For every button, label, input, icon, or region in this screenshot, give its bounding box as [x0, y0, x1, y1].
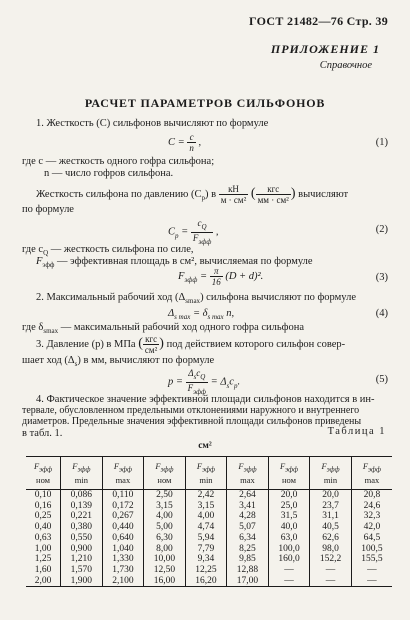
eq5-rest-sub2: p [233, 381, 238, 390]
table-cell: 40,5 [310, 522, 352, 533]
table-cell: 25,0 [268, 501, 310, 512]
table-cell: 23,7 [310, 501, 352, 512]
paragraph-1: 1. Жесткость (C) сильфонов вычисляют по формуле [36, 118, 269, 129]
header-symbol: F [321, 461, 327, 472]
table-header-cell [102, 457, 144, 490]
table-cell: 40,0 [268, 522, 310, 533]
table-cell: 2,64 [227, 490, 269, 501]
header-symbol: F [72, 461, 78, 472]
eq3-denominator: 16 [211, 277, 221, 287]
table-row [26, 511, 392, 522]
eq2-lhs-sub: p [175, 231, 179, 240]
paragraph-5-line-4: в табл. 1. [22, 428, 63, 439]
table-cell: 5,94 [185, 533, 227, 544]
table-cell: 6,34 [227, 533, 269, 544]
table-row [26, 522, 392, 533]
eq3-fraction [210, 266, 223, 287]
table-cell: 0,110 [102, 490, 144, 501]
para4-text-d: ) в мм, вычисляют по формуле [77, 355, 215, 366]
unit-kn-fraction [219, 184, 249, 205]
para2-text-c: вычисляют [298, 188, 349, 200]
header-symbol: F [362, 461, 369, 472]
table-cell: 64,5 [363, 532, 381, 543]
table-cell: 0,550 [61, 533, 103, 544]
table-row [26, 565, 392, 576]
table-cell: 31,1 [310, 511, 352, 522]
table-cell: 20,8 [363, 490, 381, 500]
para3-text: 2. Максимальный рабочий ход (Δ [36, 292, 186, 303]
table-cell: 1,900 [61, 576, 103, 587]
where-2b [36, 256, 313, 269]
para4-sub: s [74, 360, 78, 369]
eq1-numerator: c [187, 132, 196, 143]
table-header-cell [61, 457, 103, 490]
unit-kgs-fraction [256, 184, 291, 205]
table-row [26, 501, 392, 512]
equation-5 [168, 368, 240, 397]
eq1-denominator: n [189, 143, 194, 153]
eq5-rest-sub: s [226, 381, 230, 390]
table-cell: — [268, 565, 310, 576]
header-label: max [240, 474, 255, 485]
equation-1-number: (1) [375, 137, 388, 148]
table-cell: 6,30 [144, 533, 186, 544]
where4-sub: smax [43, 327, 59, 336]
table-row [26, 490, 392, 501]
unit-kn-den: м · см² [220, 195, 247, 205]
header-label: min [74, 474, 88, 485]
paragraph-2-end: по формуле [22, 204, 74, 215]
table-cell: 160,0 [268, 554, 310, 565]
table-cell: 7,79 [185, 544, 227, 555]
equation-5-number: (5) [375, 374, 388, 385]
table-cell: 8,00 [144, 544, 186, 555]
para2-text-a: Жесткость сильфона по давлению (C [36, 188, 202, 200]
eq5-num-sub2: Q [200, 372, 206, 381]
eq5-den-sub: эфф [193, 387, 207, 396]
table-unit: см² [198, 441, 212, 451]
table-cell: 10,00 [144, 554, 186, 565]
table-cell: 0,25 [26, 511, 61, 522]
table-cell: 1,210 [61, 554, 103, 565]
eq5-num-b: c [196, 368, 201, 378]
header-label: min [323, 474, 338, 485]
where-1a: где c — жесткость одного гофра сильфона; [22, 156, 215, 167]
table-cell: 0,63 [26, 533, 61, 544]
eq1-lhs: C = [168, 136, 185, 148]
table-cell: 0,640 [102, 533, 144, 544]
table-cell: 0,267 [102, 511, 144, 522]
eq5-rest: = Δ [210, 376, 227, 388]
eq5-fraction [186, 368, 208, 397]
eq2-fraction [191, 218, 213, 247]
table-cell: 0,086 [61, 490, 103, 501]
header-subscript: эфф [243, 465, 257, 474]
equation-4-number: (4) [375, 308, 388, 319]
header-symbol: F [279, 461, 286, 472]
paragraph-4: 3. Давление (p) в МПа ( $\frac{\text{кгс}}{\text{см²}}$ ) под действием которого сильфон совер- [36, 334, 346, 355]
table-header-cell [227, 457, 269, 490]
header-symbol: F [196, 461, 203, 472]
table-cell: 3,15 [185, 501, 227, 512]
eq4-end: n, [223, 308, 235, 319]
table-cell: 5,00 [144, 522, 186, 533]
eq2-denominator: F [192, 232, 199, 243]
eq3-lhs-sub: эфф [184, 276, 198, 284]
appendix-title: ПРИЛОЖЕНИЕ 1 [270, 42, 380, 56]
equation-3-number: (3) [375, 272, 388, 283]
where4-text: где δ [22, 322, 44, 333]
paragraph-4-cont [22, 355, 214, 368]
where4-rest: — максимальный рабочий ход одного гофра сильфона [58, 322, 305, 333]
header-subscript: эфф [285, 465, 299, 474]
table-cell: 5,07 [227, 522, 269, 533]
table-cell: 1,25 [26, 554, 61, 565]
table-cell: — [367, 564, 377, 575]
para4-text-a: 3. Давление (p) в МПа [36, 338, 136, 350]
table-cell: 98,0 [310, 544, 352, 555]
where2a-text: где c [22, 244, 44, 255]
eq2-denominator-sub: эфф [198, 237, 212, 246]
table-cell: 42,0 [363, 522, 381, 533]
table-cell: 31,5 [268, 511, 310, 522]
table-cell: 2,100 [102, 576, 144, 587]
equation-3: $F_{эфф}$ = $\frac{\pi}{16}$ (D + d)². [178, 266, 264, 287]
table-cell: 0,40 [26, 522, 61, 533]
table-cell: — [310, 565, 352, 576]
header-subscript: эфф [77, 465, 91, 474]
para2-text-b: ) в [204, 188, 217, 200]
eq3-lhs: F [178, 270, 185, 282]
table-cell: — [351, 576, 392, 587]
header-subscript: эфф [202, 465, 216, 474]
table-cell: 0,10 [26, 490, 61, 501]
table-1 [26, 456, 392, 587]
eq2-numerator-sub: Q [201, 222, 207, 231]
paragraph-5-line-1: 4. Фактическое значение эффективной площади сильфонов находится в ин- [36, 394, 375, 405]
where2b-sub: эфф [42, 261, 55, 270]
table-cell: 12,88 [227, 565, 269, 576]
table-header-cell [185, 457, 227, 490]
unit-kn-num: кН [219, 184, 249, 195]
table-cell: 9,34 [185, 554, 227, 565]
page-header: ГОСТ 21482—76 Стр. 39 [248, 14, 388, 28]
table-cell: 2,00 [26, 576, 61, 587]
eq3-rest: (D + d)². [225, 270, 264, 282]
eq4-sub: s max [174, 313, 191, 322]
table-row [26, 554, 392, 565]
header-label: max [115, 474, 131, 485]
table-cell: 16,00 [144, 576, 186, 587]
table-cell: 9,85 [227, 554, 269, 565]
table-cell: 0,440 [102, 522, 144, 533]
where2a-sub: Q [43, 249, 49, 258]
table-cell: 4,00 [144, 511, 186, 522]
table-cell: 12,50 [144, 565, 186, 576]
table-cell: — [268, 576, 310, 587]
para3-end: ) сильфона вычисляют по формуле [200, 292, 356, 303]
table-cell: 16,20 [185, 576, 227, 587]
table-cell: — [310, 576, 352, 587]
table-cell: 0,380 [61, 522, 103, 533]
equation-2-number: (2) [375, 224, 388, 235]
header-subscript: эфф [119, 465, 132, 474]
table-cell: 4,28 [227, 511, 269, 522]
header-subscript: эфф [39, 465, 53, 474]
data-table [26, 456, 392, 587]
para4-unit-den: см² [144, 345, 158, 355]
table-cell: 17,00 [227, 576, 269, 587]
table-cell: 0,139 [61, 501, 103, 512]
table-header-cell [26, 457, 61, 490]
table-cell: 100,0 [268, 544, 310, 555]
table-header-cell [310, 457, 352, 490]
header-subscript: эфф [326, 465, 340, 474]
equation-2: $C_p$ = $\frac{c_Q}{F_{эфф}}$ , [168, 218, 219, 246]
table-cell: 20,0 [310, 490, 352, 501]
table-cell: 63,0 [268, 533, 310, 544]
table-cell: 2,42 [185, 490, 227, 501]
para4-unit-num: кгс [143, 334, 159, 345]
paragraph-5-line-3: диаметров. Предельные значения эффективной площади сильфонов приведены [22, 416, 362, 427]
equation-4 [168, 308, 234, 321]
eq5-num-sub: s [193, 372, 197, 381]
table-cell: 3,15 [144, 501, 186, 512]
table-cell: 100,5 [361, 543, 383, 554]
table-row [26, 533, 392, 544]
header-symbol: F [238, 461, 244, 472]
eq4-mid: = δ [190, 308, 208, 319]
eq1-tail: , [198, 136, 202, 148]
table-row [26, 544, 392, 555]
para4-text-c: шает ход (Δ [22, 355, 75, 366]
table-header-cell [268, 457, 310, 490]
table-cell: 1,00 [26, 544, 61, 555]
header-symbol: F [155, 461, 161, 472]
eq5-rest-b: c [229, 376, 234, 388]
paragraph-5-line-2: тервале, обусловленном предельными отклонениями наружного и внутреннего [22, 405, 360, 416]
table-cell: 152,2 [310, 554, 352, 565]
header-label: ном [282, 474, 297, 485]
table-cell: 0,16 [26, 501, 61, 512]
table-cell: 1,730 [102, 565, 144, 576]
equation-1 [168, 132, 201, 153]
eq4-a: Δ [168, 308, 175, 319]
paragraph-3 [36, 292, 356, 305]
header-label: ном [157, 474, 172, 485]
eq2-lhs: C [168, 226, 176, 238]
para2-sub: p [201, 194, 205, 202]
eq5-tail: . [237, 376, 241, 388]
table-cell: 0,221 [61, 511, 103, 522]
eq1-fraction [187, 132, 196, 153]
header-subscript: эфф [160, 465, 174, 474]
table-row [26, 576, 392, 587]
unit-kgs-num: кгс [256, 184, 291, 195]
table-cell: 2,50 [144, 490, 186, 501]
table-header-row [26, 457, 392, 490]
table-cell: 8,25 [227, 544, 269, 555]
appendix-subtitle: Справочное [319, 60, 372, 71]
table-cell: 20,0 [268, 490, 310, 501]
where2b-text: F [36, 256, 43, 267]
eq4-sub2: s max [207, 313, 224, 322]
table-cell: 12,25 [185, 565, 227, 576]
where2b-rest: — эффективная площадь в см², вычисляемая по формуле [54, 256, 313, 267]
table-cell: 24,6 [363, 500, 381, 511]
table-cell: 1,040 [102, 544, 144, 555]
table-body [26, 490, 392, 587]
table-header-cell [351, 457, 392, 490]
document-title: РАСЧЕТ ПАРАМЕТРОВ СИЛЬФОНОВ [84, 96, 326, 110]
header-label: ном [36, 474, 51, 485]
para4-text-b: под действием которого сильфон совер- [166, 338, 346, 350]
eq2-numerator: c [197, 218, 202, 228]
table-cell: 1,60 [26, 565, 61, 576]
eq5-den: F [187, 382, 194, 393]
header-symbol: F [113, 461, 120, 472]
eq3-numerator: π [210, 266, 223, 277]
header-label: max [364, 474, 380, 485]
table-cell: 155,5 [361, 554, 383, 565]
table-header-cell [144, 457, 186, 490]
table-cell: 1,330 [102, 554, 144, 565]
table-cell: 32,3 [363, 511, 381, 522]
table-cell: 3,41 [227, 501, 269, 512]
para3-sub: smax [185, 297, 201, 306]
unit-kgs-den: мм · см² [257, 195, 289, 205]
eq2-tail: , [215, 226, 219, 238]
table-cell: 1,570 [61, 565, 103, 576]
where-1b: n — число гофров сильфона. [44, 168, 174, 179]
table-cell: 0,900 [61, 544, 103, 555]
header-subscript: эфф [368, 465, 381, 474]
header-symbol: F [33, 461, 40, 472]
header-label: min [199, 474, 213, 485]
table-cell: 4,74 [185, 522, 227, 533]
table-caption: Таблица 1 [327, 426, 386, 437]
eq5-num-a: Δ [188, 368, 194, 378]
table-cell: 0,172 [102, 501, 144, 512]
para4-unit-fraction [143, 334, 159, 355]
eq5-lhs: p = [168, 376, 183, 388]
table-cell: 4,00 [185, 511, 227, 522]
paragraph-2: Жесткость сильфона по давлению $(C_p)$ в $\frac{кН}{\text{м · см²}}$ ( $\frac{\text{кгс}}{\text{мм · см²}}$ ) вычисляют [36, 184, 349, 205]
where2a-rest: — жесткость сильфона по силе, [48, 244, 194, 255]
table-cell: 62,6 [310, 533, 352, 544]
